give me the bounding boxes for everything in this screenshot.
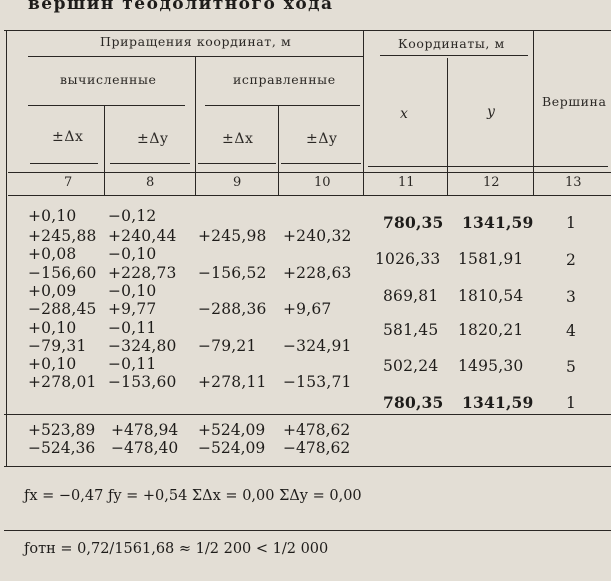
corrected-header: исправленные (233, 72, 336, 87)
relative-error-formula: ƒотн = 0,72/1561,68 ≈ 1/2 200 < 1/2 000 (24, 541, 329, 557)
dy-computed-header: ±Δy (137, 131, 169, 147)
rule-body-end (4, 414, 611, 415)
coordinates-header: Координаты, м (398, 36, 505, 51)
rule-subheads-e (368, 166, 608, 167)
column-number: 8 (146, 175, 155, 190)
coord-y: 1820,21 (458, 321, 524, 339)
coord-x: 869,81 (383, 287, 439, 305)
rule-coordinates (380, 55, 528, 56)
column-number: 10 (314, 175, 331, 190)
col-divider-calc-corr (195, 57, 196, 196)
rule-computed (28, 105, 185, 106)
column-number: 13 (565, 175, 582, 190)
table-top-rule (4, 30, 611, 31)
coord-y: 1495,30 (458, 357, 524, 375)
coord-y: 1341,59 (462, 213, 534, 232)
rule-sums-end (4, 466, 611, 467)
coord-x: 502,24 (383, 357, 439, 375)
col-divider-9-10 (278, 106, 279, 196)
coord-x: 780,35 (383, 393, 444, 412)
table-left-border (6, 30, 7, 466)
rule-subheads-a (30, 163, 98, 164)
rule-corrected (205, 105, 360, 106)
x-header: x (400, 106, 409, 122)
coord-y: 1581,91 (458, 250, 524, 268)
rule-subheads-b (110, 163, 190, 164)
misclosure-formula: ƒx = −0,47 ƒy = +0,54 ΣΔx = 0,00 ΣΔy = 0,00 (24, 488, 362, 504)
vertex-number: 1 (566, 214, 577, 232)
vertex-number: 4 (566, 322, 577, 340)
rule-colnums-top (8, 172, 611, 173)
vertex-number: 5 (566, 358, 577, 376)
computed-header: вычисленные (60, 72, 157, 87)
vertex-header: Вершина (542, 94, 607, 109)
rule-colnums-bottom (8, 195, 611, 196)
vertex-number: 2 (566, 251, 577, 269)
col-divider-11-12 (447, 58, 448, 196)
coord-x: 780,35 (383, 213, 444, 232)
vertex-number: 1 (566, 394, 577, 412)
dy-corrected-header: ±Δy (306, 131, 338, 147)
page-title: вершин теодолитного хода (28, 0, 334, 14)
coord-x: 1026,33 (375, 250, 441, 268)
rule-formula (4, 530, 611, 531)
column-number: 9 (233, 175, 242, 190)
coord-x: 581,45 (383, 321, 439, 339)
rule-increments (28, 56, 363, 57)
column-number: 12 (483, 175, 500, 190)
vertex-number: 3 (566, 288, 577, 306)
coord-y: 1341,59 (462, 393, 534, 412)
col-divider-7-8 (104, 106, 105, 196)
coord-y: 1810,54 (458, 287, 524, 305)
dx-computed-header: ±Δx (52, 129, 84, 145)
dx-corrected-header: ±Δx (222, 131, 254, 147)
column-number: 11 (398, 175, 415, 190)
rule-subheads-d (281, 163, 361, 164)
increments-header: Приращения координат, м (100, 34, 292, 49)
y-header: y (487, 104, 496, 120)
rule-subheads-c (198, 163, 276, 164)
column-number: 7 (64, 175, 73, 190)
